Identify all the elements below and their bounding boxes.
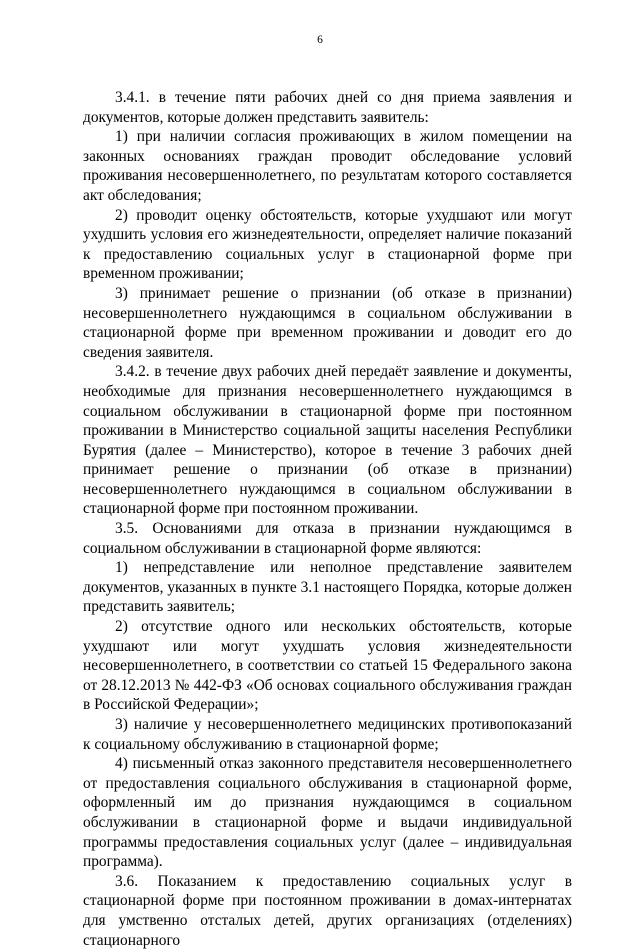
paragraph-3-5-item-4: 4) письменный отказ законного представителя несовершеннолетнего от предоставления социального обслуживания в стационарной форме, оформленный им до признания нуждающимся в социальном обслуживании в стационарной форме и выдачи индивидуальной программы предоставления социальных услуг (далее – индивидуальная программа).	[83, 755, 572, 871]
paragraph-3-4-1-item-2: 2) проводит оценку обстоятельств, которые ухудшают или могут ухудшить условия его жизнедеятельности, определяет наличие показаний к предоставлению социальных услуг в стационарной форме при временном проживании;	[83, 206, 572, 283]
document-body	[83, 88, 572, 950]
paragraph-3-4-1-item-3: 3) принимает решение о признании (об отказе в признании) несовершеннолетнего нуждающимся в социальном обслуживании в стационарной форме при временном проживании и доводит его до сведения заявителя.	[83, 284, 572, 361]
paragraph-3-4-2: 3.4.2. в течение двух рабочих дней передаёт заявление и документы, необходимые для признания несовершеннолетнего нуждающимся в социальном обслуживании в стационарной форме при постоянном проживании в Министерство социальной защиты населения Республики Бурятия (далее – Министерство), которое в течение 3 рабочих дней принимает решение о признании (об отказе в признании) несовершеннолетнего нуждающимся в социальном обслуживании в стационарной форме при постоянном проживании.	[83, 363, 572, 518]
paragraph-3-5-item-2: 2) отсутствие одного или нескольких обстоятельств, которые ухудшают или могут ухудшать условия жизнедеятельности несовершеннолетнего, в соответствии со статьей 15 Федерального закона от 28.12.2013 № 442-ФЗ «Об основах социального обслуживания граждан в Российской Федерации»;	[83, 618, 572, 714]
paragraph-3-5-item-1: 1) непредставление или неполное представление заявителем документов, указанных в пункте 3.1 настоящего Порядка, которые должен представить заявитель;	[83, 559, 572, 616]
page-number: 6	[317, 34, 323, 46]
paragraph-3-5: 3.5. Основаниями для отказа в признании нуждающимся в социальном обслуживании в стационарной форме являются:	[83, 520, 572, 557]
paragraph-3-5-item-3: 3) наличие у несовершеннолетнего медицинских противопоказаний к социальному обслуживанию в стационарной форме;	[83, 716, 572, 753]
paragraph-3-6: 3.6. Показанием к предоставлению социальных услуг в стационарной форме при постоянном проживании в домах-интернатах для умственно отсталых детей, других организациях (отделениях) стационарного	[83, 872, 572, 949]
paragraph-3-4-1-item-1: 1) при наличии согласия проживающих в жилом помещении на законных основаниях граждан проводит обследование условий проживания несовершеннолетнего, по результатам которого составляется акт обследования;	[83, 128, 572, 204]
paragraph-3-4-1: 3.4.1. в течение пяти рабочих дней со дня приема заявления и документов, которые должен представить заявитель:	[83, 89, 572, 126]
